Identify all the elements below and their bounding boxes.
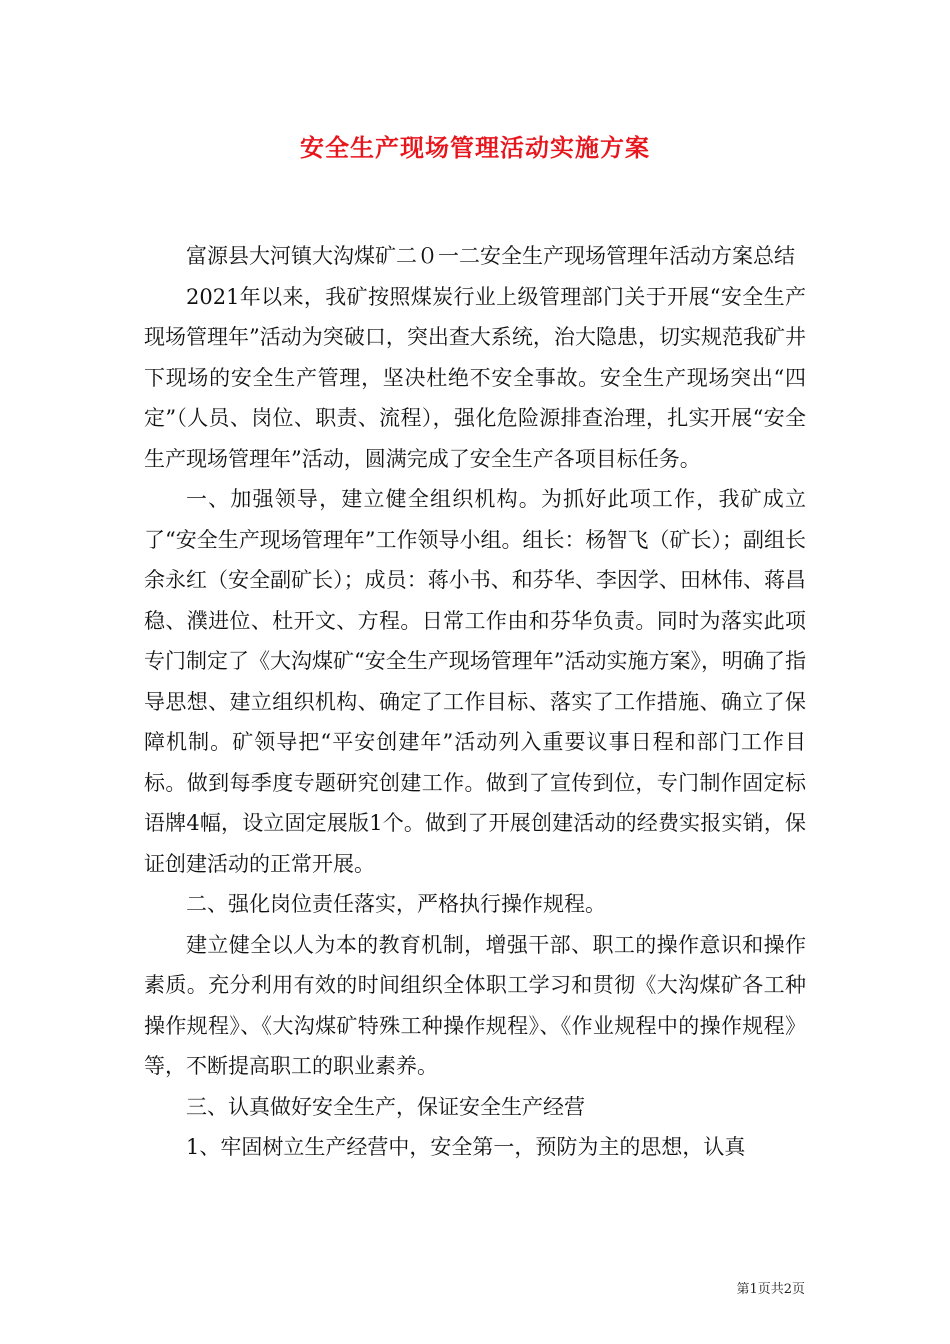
document-title: 安全生产现场管理活动实施方案 — [300, 133, 650, 162]
document-body — [144, 236, 806, 1168]
paragraph-section-two: 建立健全以人为本的教育机制，增强干部、职工的操作意识和操作素质。充分利用有效的时间组织全体职工学习和贯彻《大沟煤矿各工种操作规程》、《大沟煤矿特殊工种操作规程》、《作业规程中的操作规程》等，不断提高职工的职业素养。 — [144, 932, 806, 1078]
paragraph-intro: 富源县大河镇大沟煤矿二０一二安全生产现场管理年活动方案总结 — [186, 244, 795, 268]
paragraph-section-three-item-1: 1、牢固树立生产经营中，安全第一，预防为主的思想，认真 — [186, 1135, 746, 1159]
paragraph-section-one: 一、加强领导，建立健全组织机构。为抓好此项工作，我矿成立了“安全生产现场管理年”工作领导小组。组长：杨智飞（矿长）；副组长余永红（安全副矿长）；成员：蒋小书、和芬华、李因学、田林伟、蒋昌稳、濮进位、杜开文、方程。日常工作由和芬华负责。同时为落实此项专门制定了《大沟煤矿“安全生产现场管理年”活动实施方案》，明确了指导思想、建立组织机构、确定了工作目标、落实了工作措施、确立了保障机制。矿领导把“平安创建年”活动列入重要议事日程和部门工作目标。做到每季度专题研究创建工作。做到了宣传到位，专门制作固定标语牌4幅，设立固定展版1个。做到了开展创建活动的经费实报实销，保证创建活动的正常开展。 — [144, 487, 806, 876]
paragraph-summary: 2021年以来，我矿按照煤炭行业上级管理部门关于开展“安全生产现场管理年”活动为突破口，突出查大系统，治大隐患，切实规范我矿井下现场的安全生产管理，坚决杜绝不安全事故。安全生产现场突出“四定”（人员、岗位、职责、流程），强化危险源排查治理，扎实开展“安全生产现场管理年”活动，圆满完成了安全生产各项目标任务。 — [144, 284, 806, 471]
heading-section-two: 二、强化岗位责任落实，严格执行操作规程。 — [186, 892, 606, 916]
page-number: 第1页共2页 — [736, 1282, 805, 1297]
heading-section-three: 三、认真做好安全生产，保证安全生产经营 — [186, 1094, 585, 1119]
